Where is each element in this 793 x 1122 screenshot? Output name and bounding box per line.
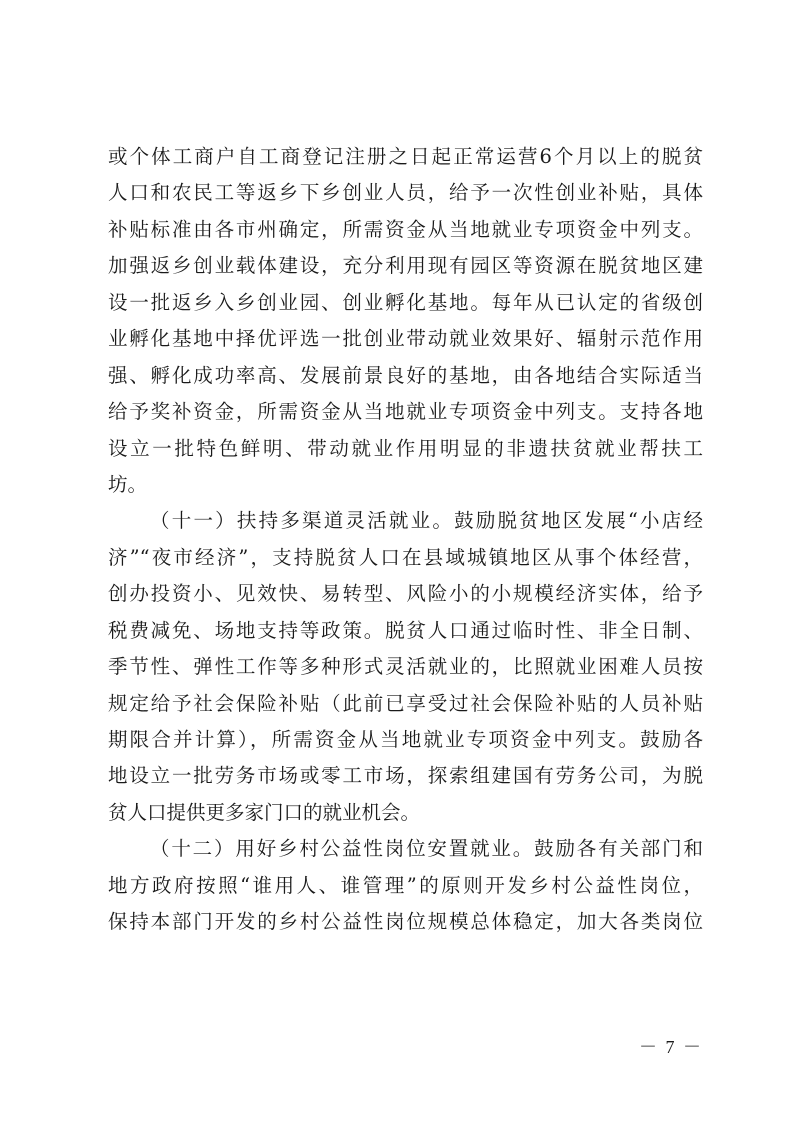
paragraph-line: 加强返乡创业载体建设，充分利用现有园区等资源在脱贫地区建 [108,254,703,278]
paragraph-line: 地设立一批劳务市场或零工市场，探索组建国有劳务公司，为脱 [108,764,703,788]
paragraph-line: 济”“夜市经济”，支持脱贫人口在县域城镇地区从事个体经营， [108,545,703,569]
paragraph-line: 设立一批特色鲜明、带动就业作用明显的非遗扶贫就业帮扶工 [108,436,703,460]
paragraph-line: 保持本部门开发的乡村公益性岗位规模总体稳定，加大各类岗位 [108,910,703,934]
paragraph-line: 规定给予社会保险补贴（此前已享受过社会保险补贴的人员补贴 [108,691,703,715]
paragraph-line: 补贴标准由各市州确定，所需资金从当地就业专项资金中列支。 [108,217,703,241]
paragraph-line: 坊。 [108,472,148,496]
body-text [108,139,703,941]
paragraph-line: 贫人口提供更多家门口的就业机会。 [108,800,421,824]
paragraph-line: 或个体工商户自工商登记注册之日起正常运营6个月以上的脱贫 [108,145,703,168]
page-number: － 7 － [639,1037,703,1057]
paragraph-line: 设一批返乡入乡创业园、创业孵化基地。每年从已认定的省级创 [108,290,703,314]
section-12-heading: （十二）用好乡村公益性岗位安置就业。 [150,837,535,861]
paragraph-line: 税费减免、场地支持等政策。脱贫人口通过临时性、非全日制、 [108,618,703,642]
section-12-first-line [108,831,703,867]
paragraph-line: 地方政府按照“谁用人、谁管理”的原则开发乡村公益性岗位， [108,873,703,897]
paragraph-line: 给予奖补资金，所需资金从当地就业专项资金中列支。支持各地 [108,400,703,424]
paragraph-line: 人口和农民工等返乡下乡创业人员，给予一次性创业补贴，具体 [108,181,703,205]
section-11-first-line-text: 鼓励脱贫地区发展“小店经 [454,509,703,533]
paragraph-line: 期限合并计算），所需资金从当地就业专项资金中列支。鼓励各 [108,728,703,751]
paragraph-line: 创办投资小、见效快、易转型、风险小的小规模经济实体，给予 [108,582,703,606]
section-12-first-line-text: 鼓励各有关部门和 [534,837,703,861]
paragraph-line: 业孵化基地中择优评选一批创业带动就业效果好、辐射示范作用 [108,327,703,351]
section-11-heading: （十一）扶持多渠道灵活就业。 [150,509,455,533]
section-11-first-line [108,503,703,539]
paragraph-line: 季节性、弹性工作等多种形式灵活就业的，比照就业困难人员按 [108,655,703,679]
paragraph-line: 强、孵化成功率高、发展前景良好的基地，由各地结合实际适当 [108,363,703,387]
